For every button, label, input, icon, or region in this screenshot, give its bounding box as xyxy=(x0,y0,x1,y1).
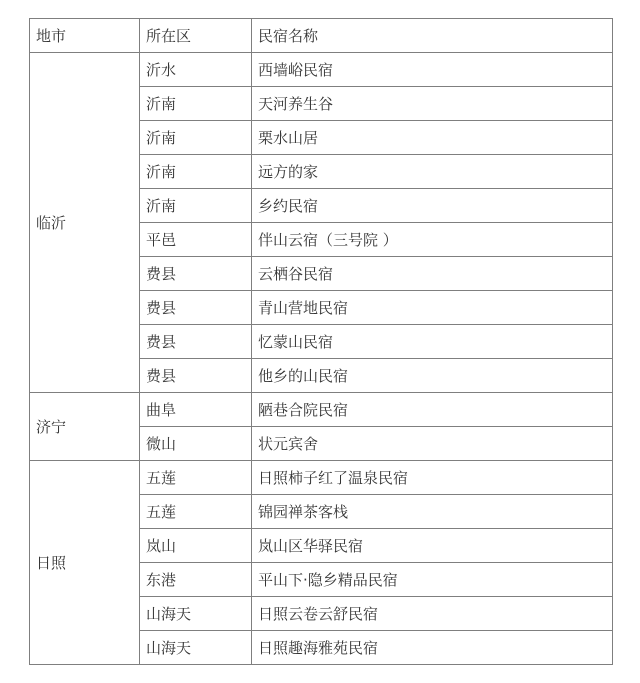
homestay-name-cell: 远方的家 xyxy=(252,155,613,189)
district-cell: 山海天 xyxy=(140,631,252,665)
table-header-row xyxy=(30,19,613,53)
homestay-name-cell: 忆蒙山民宿 xyxy=(252,325,613,359)
homestay-name-cell: 锦园禅茶客栈 xyxy=(252,495,613,529)
district-cell: 山海天 xyxy=(140,597,252,631)
district-cell: 费县 xyxy=(140,257,252,291)
district-cell: 费县 xyxy=(140,359,252,393)
district-cell: 微山 xyxy=(140,427,252,461)
district-cell: 沂南 xyxy=(140,87,252,121)
homestay-table-container xyxy=(29,18,612,666)
district-cell: 平邑 xyxy=(140,223,252,257)
homestay-name-cell: 岚山区华驿民宿 xyxy=(252,529,613,563)
homestay-name-cell: 他乡的山民宿 xyxy=(252,359,613,393)
homestay-name-cell: 乡约民宿 xyxy=(252,189,613,223)
homestay-name-cell: 日照趣海雅苑民宿 xyxy=(252,631,613,665)
homestay-name-cell: 陋巷合院民宿 xyxy=(252,393,613,427)
district-cell: 沂南 xyxy=(140,189,252,223)
district-cell: 费县 xyxy=(140,325,252,359)
district-cell: 东港 xyxy=(140,563,252,597)
homestay-name-cell: 日照云卷云舒民宿 xyxy=(252,597,613,631)
district-cell: 岚山 xyxy=(140,529,252,563)
district-cell: 沂水 xyxy=(140,53,252,87)
homestay-name-cell: 西墙峪民宿 xyxy=(252,53,613,87)
header-district: 所在区 xyxy=(140,19,252,53)
city-cell: 济宁 xyxy=(30,393,140,461)
homestay-table xyxy=(29,18,613,665)
homestay-name-cell: 平山下·隐乡精品民宿 xyxy=(252,563,613,597)
header-homestay-name: 民宿名称 xyxy=(252,19,613,53)
district-cell: 费县 xyxy=(140,291,252,325)
homestay-name-cell: 日照柿子红了温泉民宿 xyxy=(252,461,613,495)
district-cell: 曲阜 xyxy=(140,393,252,427)
district-cell: 沂南 xyxy=(140,155,252,189)
homestay-name-cell: 状元宾舍 xyxy=(252,427,613,461)
district-cell: 五莲 xyxy=(140,461,252,495)
city-cell: 日照 xyxy=(30,461,140,665)
homestay-name-cell: 青山营地民宿 xyxy=(252,291,613,325)
district-cell: 沂南 xyxy=(140,121,252,155)
table-row xyxy=(30,461,613,495)
table-body xyxy=(30,19,613,665)
header-city: 地市 xyxy=(30,19,140,53)
table-row xyxy=(30,393,613,427)
homestay-name-cell: 栗水山居 xyxy=(252,121,613,155)
district-cell: 五莲 xyxy=(140,495,252,529)
homestay-name-cell: 伴山云宿（三号院 ） xyxy=(252,223,613,257)
city-cell: 临沂 xyxy=(30,53,140,393)
homestay-name-cell: 云栖谷民宿 xyxy=(252,257,613,291)
table-row xyxy=(30,53,613,87)
homestay-name-cell: 天河养生谷 xyxy=(252,87,613,121)
